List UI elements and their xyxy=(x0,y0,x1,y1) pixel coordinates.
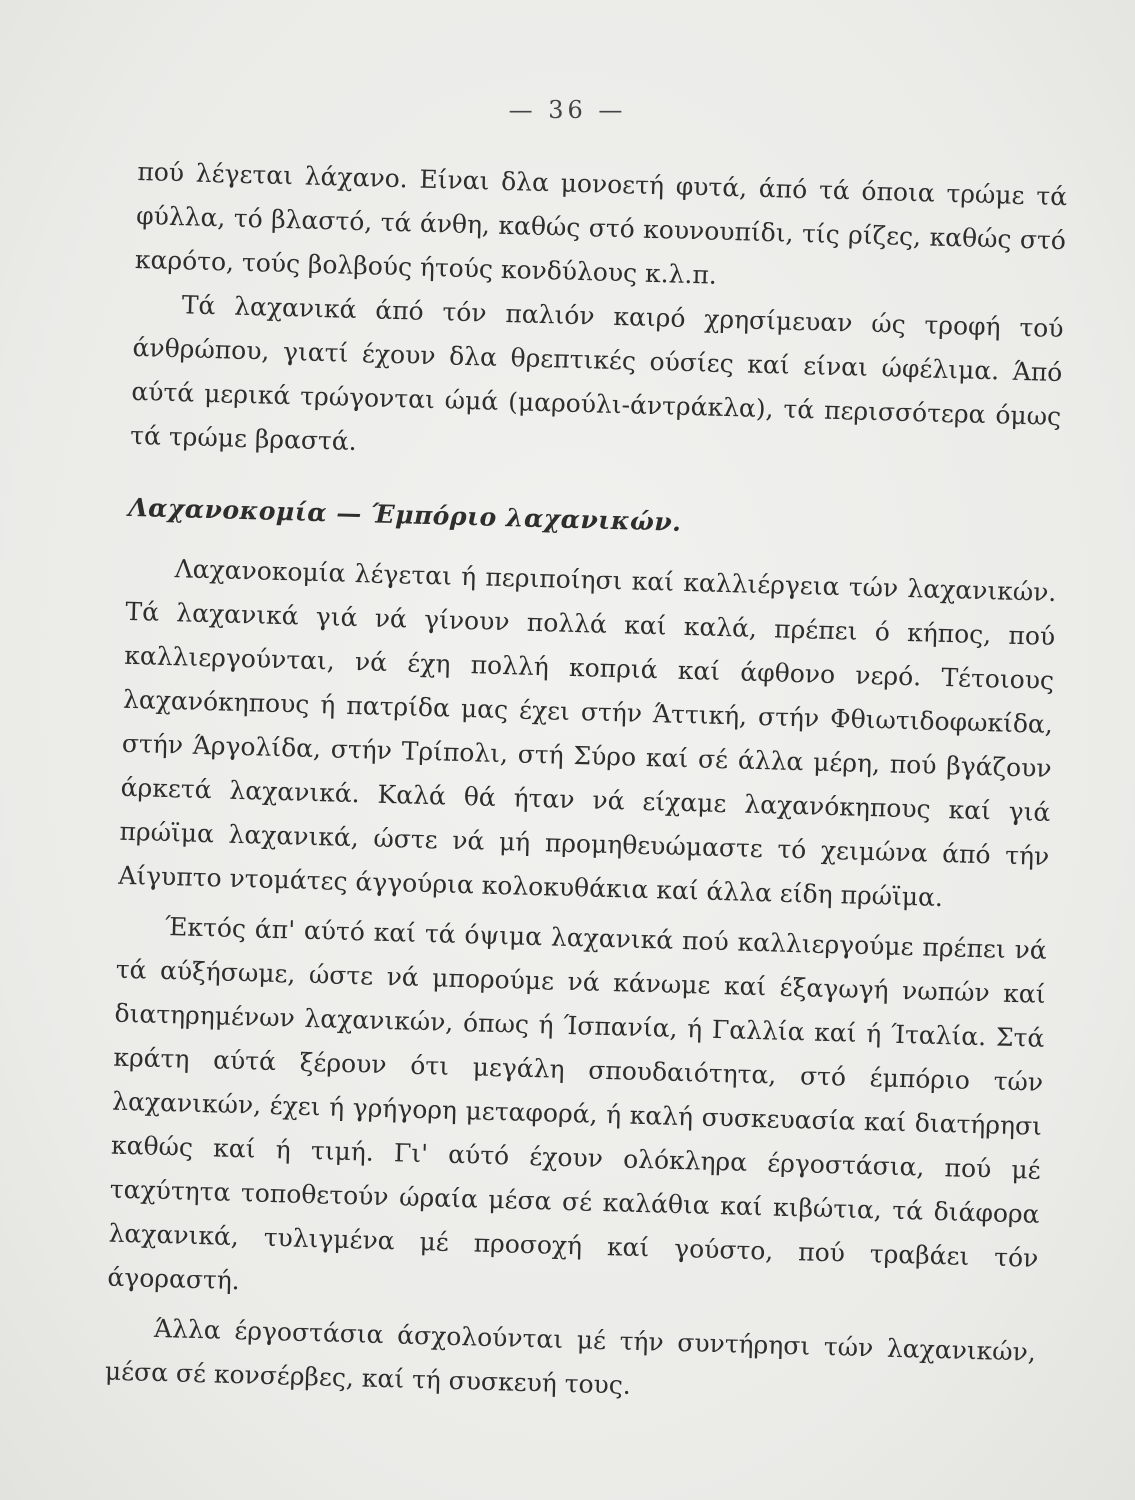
paragraph-section-1: Λαχανοκομία λέγεται ή περιποίησι καί καλλιέργεια τών λαχανικών. Τά λαχανικά γιά νά γίνουν πολλά καί καλά, πρέπει ό κήπος, πού καλλιεργούνται, νά έχη πολλή κοπριά καί άφθονο νερό. Τέτοιους λαχανόκηπους ή πατρίδα μας έχει στήν Άττική, στήν Φθιωτιδοφωκίδα, στήν Άργολίδα, στήν Τρίπολι, στή Σύρο καί σέ άλλα μέρη, πού βγάζουν άρκετά λαχανικά. Καλά θά ήταν νά είχαμε λαχανόκηπους καί γιά πρώϊμα λαχανικά, ώστε νά μή προμηθευώμαστε τό χειμώνα άπό τήν Αίγυπτο ντομάτες άγγούρια κολοκυθάκια καί άλλα είδη πρώϊμα. xyxy=(117,554,1057,913)
paragraph-section-3: Άλλα έργοστάσια άσχολούνται μέ τήν συντήρησι τών λαχανικών, μέσα σέ κονσέρβες, καί τή συσκευή τους. xyxy=(104,1313,1037,1400)
paragraph-intro-2: Τά λαχανικά άπό τόν παλιόν καιρό χρησίμευαν ώς τροφή τού άνθρώπου, γιατί έχουν δλα θρεπτικές ούσίες καί είναι ώφέλιμα. Άπό αύτά μερικά τρώγονται ώμά (μαρούλι-άντράκλα), τά περισσότερα όμως τά τρώμε βραστά. xyxy=(129,290,1064,457)
page-number: — 36 — xyxy=(508,96,627,124)
paragraph-intro-1: πού λέγεται λάχανο. Είναι δλα μονοετή φυτά, άπό τά όποια τρώμε τά φύλλα, τό βλαστό, τά άνθη, καθώς στό κουνουπίδι, τίς ρίζες, καθώς στό καρότο, τούς βολβούς ήτούς κονδύλους κ.λ.π. xyxy=(134,156,1068,290)
page-body xyxy=(104,150,1067,1419)
paragraph-section-2: Έκτός άπ' αύτό καί τά όψιμα λαχανικά πού καλλιεργούμε πρέπει νά τά αύξήσωμε, ώστε νά μπορούμε νά κάνωμε καί έξαγωγή νωπών καί διατηρημένων λαχανικών, όπως ή Ίσπανία, ή Γαλλία καί ή Ίταλία. Στά κράτη αύτά ξέρουν ότι μεγάλη σπουδαιότητα, στό έμπόριο τών λαχανικών, έχει ή γρήγορη μεταφορά, ή καλή συσκευασία καί διατήρησι καθώς καί ή τιμή. Γι' αύτό έχουν ολόκληρα έργοστάσια, πού μέ ταχύτητα τοποθετούν ώραία μέσα σέ καλάθια καί κιβώτια, τά διάφορα λαχανικά, τυλιγμένα μέ προσοχή καί γούστο, πού τραβάει τόν άγοραστή. xyxy=(107,912,1048,1296)
section-heading: Λαχανοκομία — Έμπόριο λαχανικών. xyxy=(127,492,682,537)
